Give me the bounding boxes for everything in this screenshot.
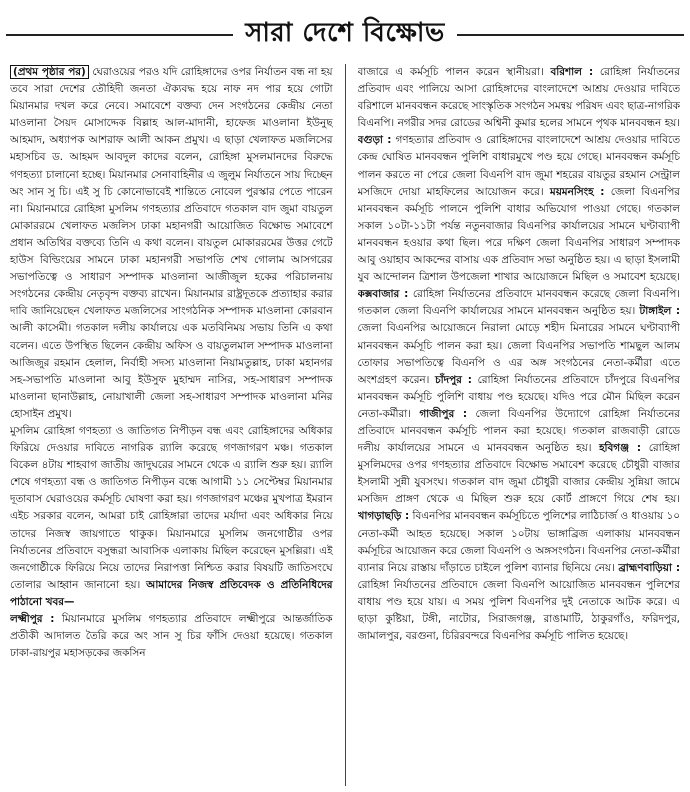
paragraph-text: রোহিঙ্গা নির্যাতনের প্রতিবাদ এবং পালিয়ে আসা রোহিঙ্গাদের বাংলাদেশে আশ্রয় দেওয়ার দাবিতে বরিশালে মানববন্ধন করেছে সাংস্কৃতিক সংগঠন সমন্বয় পরিষদ এবং ছাত্র-নাগরিক বিএনপি। নগরীর সদর রোডের অশ্বিনী কুমার হলের সামনে পৃথক মানববন্ধন হয়। (357, 66, 680, 130)
paragraph-text: গণহত্যার প্রতিবাদ ও রোহিঙ্গাদের বাংলাদেশে আশ্রয় দেওয়ার দাবিতে কেন্দ্র ঘোষিত মানববন্ধন পুলিশি বাধারমুখে পণ্ড হয়ে গেছে। মানববন্ধন কর্মসূচি পালন করতে না পেরে জেলা বিএনপি বাদ জুমা শহরের বায়তুর রহমান সেন্ট্রাল মসজিদে দোয়া মাহফিলের আয়োজন করে। (357, 134, 680, 198)
correspondents-note: আমাদের নিজস্ব প্রতিবেদক ও প্রতিনিধিদের পাঠানো খবর— (10, 578, 333, 608)
paragraph-text: রোহিঙ্গা নির্যাতনের প্রতিবাদে মানববন্ধন করেছে জেলা বিএনপি। গতকাল জেলা বিএনপি কার্যালয়ের সামনে মানববন্ধন অনুষ্ঠিত হয়। (357, 288, 680, 318)
paragraph-text: ঘেরাওয়ের পরও যদি রোহিঙ্গাদের ওপর নির্যাতন বন্ধ না হয় তবে সারা দেশের তৌহিদী জনতা ঐক্যবদ্ধ হয়ে নাফ নদ পার হয়ে গোটা মিয়ানমার দখল করে নেবে। সমাবেশে বক্তব্য দেন সংগঠনের কেন্দ্রীয় নেতা মাওলানা সৈয়দ মোসাদ্দেক বিল্লাহ আল-মাদানী, হাফেজ মাওলানা ইউনুছ আহমাদ, অধ্যাপক আশরাফ আলী আকন প্রমুখ। এ ছাড়া খেলাফত মজলিসের মহাসচিব ড. আহমদ আবদুল কাদের বলেন, রোহিঙ্গা মুসলমানদের বিরুদ্ধে গণহত্যা চালানো হচ্ছে। মিয়ানমার সেনাবাহিনীর এ জুলুম নির্যাতনে সায় দিচ্ছেন অং সান সু চি। এই সু চি কোনোভাবেই শান্তিতে নোবেল পুরস্কার পেতে পারেন না। মিয়ানমারে রোহিঙ্গা মুসলিম গণহত্যার প্রতিবাদে গতকাল বাদ জুমা বায়তুল মোকাররমে খেলাফত মজলিস ঢাকা মহানগরী আয়োজিত বিক্ষোভ সমাবেশে প্রধান অতিথির বক্তব্যে তিনি এ কথা বলেন। বায়তুল মোকাররমের উত্তর গেটে হাউস বিল্ডিংয়ের সামনে ঢাকা মহানগরী সভাপতি শেখ গোলাম আসগরের সভাপতিত্বে ও সাধারণ সম্পাদক মাওলানা আজীজুল হকের পরিচালনায় সংগঠনের কেন্দ্রীয় নেতৃবৃন্দ বক্তব্য রাখেন। মিয়ানমার রাষ্ট্রদূতকে প্রত্যাহার করার দাবি জানিয়েছেন খেলাফত মজলিসের সাংগঠনিক সম্পাদক মাওলানা কোরবান আলী কাসেমী। গতকাল দলীয় কার্যালয়ে এক মতবিনিময় সভায় তিনি এ কথা বলেন। এতে উপস্থিত ছিলেন কেন্দ্রীয় অফিস ও বায়তুলমাল সম্পাদক মাওলানা আজিজুর রহমান হেলাল, নির্বাহী সদস্য মাওলানা নিয়ামতুল্লাহ, ঢাকা মহানগর সহ-সভাপতি মাওলানা আবু ইউসুফ মুহাম্মদ নাসির, সহ-সাধারণ সম্পাদক মাওলানা ছানাউল্লাহ, নোয়াখালী জেলা সহ-সাধারণ সম্পাদক মাওলানা মনির হোসাইন প্রমুখ। (10, 66, 333, 420)
place-label: লক্ষ্মীপুর : (10, 613, 55, 625)
paragraph-text: রোহিঙ্গা নির্যাতনের প্রতিবাদে জেলা বিএনপি আয়োজিত মানববন্ধন পুলিশের বাধায় পণ্ড হয়ে যায়। এ সময় পুলিশ বিএনপির দুই নেতাকে আটক করে। এ ছাড়া কুষ্টিয়া, টঙ্গী, নাটোর, সিরাজগঞ্জ, রাঙামাটি, ঠাকুরগাঁও, ফরিদপুর, জামালপুর, বরগুনা, চিরিরবন্দরে বিএনপির কর্মসূচি পালিত হয়েছে। (357, 578, 680, 643)
paragraph-text: মিয়ানমারে মুসলিম গণহত্যার প্রতিবাদে লক্ষ্মীপুরে আন্তর্জাতিক প্রতীকী আদালত তৈরি করে অং সান সু চির ফাঁসি দেওয়া হয়েছে। গতকাল ঢাকা-রায়পুর মহাসড়কের জকসিন (10, 613, 333, 660)
paragraph-text: রোহিঙ্গা মুসলিমদের ওপর গণহত্যার প্রতিবাদে বিক্ষোভ সমাবেশ করেছে চৌধুরী বাজার ইসলামী সুন্নী যুবসংঘ। গতকাল বাদ জুমা চৌধুরী বাজার কেন্দ্রীয় সুন্নিয়া জামে মসজিদ প্রাঙ্গণ থেকে এ মিছিল শুরু হয়ে কোর্ট প্রাঙ্গণে গিয়ে শেষ হয়। (357, 442, 680, 506)
paragraph-text: রোহিঙ্গা নির্যাতনের প্রতিবাদে চাঁদপুরে বিএনপির মানববন্ধন কর্মসূচি পুলিশি বাধায় পণ্ড হয়েছে। যদিও পরে মৌন মিছিল করেন নেতা-কর্মীরা। (357, 373, 680, 420)
paragraph-text: জেলা বিএনপির আয়োজনে নিরালা মোড়ে শহীদ মিনারের সামনে ঘণ্টাব্যাপী মানববন্ধন কর্মসূচি পালন করা হয়। জেলা বিএনপির সভাপতি শামছুল আলম তোফার সভাপতিত্বে বিএনপি ও এর অঙ্গ সংগঠনের নেতা-কর্মীরা এতে অংশগ্রহণ করেন। (357, 322, 680, 386)
place-label: চাঁদপুর : (435, 373, 472, 386)
paragraph-text: মুসলিম রোহিঙ্গা গণহত্যা ও জাতিগত নিপীড়ন বন্ধ এবং রোহিঙ্গাদের অধিকার ফিরিয়ে দেওয়ার দাবিতে নাগরিক র‌্যালি করেছে গণজাগরণ মঞ্চ। গতকাল বিকেল ৪টায় শাহবাগ জাতীয় জাদুঘরের সামনে থেকে এ র‌্যালি শুরু হয়। র‌্যালি শেষে গণহত্যা বন্ধ ও জাতিগত নিপীড়ন বন্ধে আগামী ১১ সেপ্টেম্বর মিয়ানমার দূতাবাস ঘেরাওয়ের কর্মসূচি ঘোষণা করা হয়। গণজাগরণ মঞ্চের মুখপাত্র ইমরান এইচ সরকার বলেন, আমরা চাই রোহিঙ্গারা তাদের মর্যাদা এবং অধিকার নিয়ে তাদের নিজস্ব জায়গাতে থাকুক। মিয়ানমারে মুসলিম জনগোষ্ঠীর ওপর নির্যাতনের প্রতিবাদে বসুন্ধরা আবাসিক এলাকায় মিছিল করেছেন মুসল্লিরা। এই জনগোষ্ঠীকে ফিরিয়ে নিয়ে তাদের নিরাপত্তা নিশ্চিত করার বিষয়টি জাতিসংঘে তোলার আহ্বান জানানো হয়। (10, 424, 333, 591)
paragraph-text: জেলা বিএনপির উদ্যোগে রোহিঙ্গা নির্যাতনের প্রতিবাদে মানববন্ধন কর্মসূচি পালন করা হয়েছে। গতকাল রাজবাড়ী রোডে দলীয় কার্যালয়ের সামনে এ মানববন্ধন অনুষ্ঠিত হয়। (357, 407, 680, 455)
continued-from-label: (প্রথম পৃষ্ঠার পর) (10, 65, 89, 79)
headline-bar (6, 10, 684, 58)
paragraph (10, 423, 333, 611)
paragraph-text: বিএনপির মানববন্ধন কর্মসূচিতে পুলিশের লাঠিচার্জ ও ধাওয়ায় ১০ নেতা-কর্মী আহত হয়েছে। সকাল ১০টায় ভাঙ্গাব্রিজ এলাকায় মানববন্ধন কর্মসূচির আয়োজন করে জেলা বিএনপি ও অঙ্গসংগঠন। বিএনপির নেতা-কর্মীরা ব্যানার নিয়ে রাস্তায় দাঁড়াতে চাইলে পুলিশ ব্যানার ছিনিয়ে নেয়। (357, 510, 680, 574)
place-label: খাগড়াছড়ি : (357, 510, 410, 523)
place-label: কক্সবাজার : (357, 288, 409, 301)
place-label: ব্রাহ্মণবাড়িয়া : (618, 561, 680, 574)
place-label: বগুড়া : (357, 134, 392, 147)
article-columns (10, 64, 680, 786)
right-column (358, 64, 681, 786)
paragraph (10, 64, 333, 423)
place-label: বরিশাল : (550, 66, 594, 78)
paragraph (358, 64, 681, 645)
place-label: হবিগঞ্জ : (599, 442, 642, 455)
left-column (10, 64, 333, 786)
paragraph-text: জেলা বিএনপির মানববন্ধন কর্মসূচি পালনে পুলিশি বাধার অভিযোগ পাওয়া গেছে। গতকাল সকাল ১০টা-১১টা পর্যন্ত নতুনবাজার বিএনপির কার্যালয়ের সামনে ঘণ্টাব্যাপী মানববন্ধন হওয়ার কথা ছিল। পরে দক্ষিণ জেলা বিএনপির সাধারণ সম্পাদক আবু ওয়াহাব আকন্দের বাসায় এক প্রতিবাদ সভা অনুষ্ঠিত হয়। এ ছাড়া ইসলামী যুব আন্দোলন ত্রিশাল উপজেলা শাখার আয়োজনে মিছিল ও সমাবেশ হয়েছে। (357, 185, 680, 284)
headline: সারা দেশে বিক্ষোভ (233, 12, 457, 56)
paragraph (10, 611, 333, 662)
place-label: টাঙ্গাইল : (639, 305, 680, 318)
column-divider (345, 64, 346, 786)
place-label: ময়মনসিংহ : (549, 185, 605, 198)
place-label: গাজীপুর : (419, 407, 468, 420)
paragraph-text: বাজারে এ কর্মসূচি পালন করেন স্থানীয়রা। (357, 66, 544, 78)
